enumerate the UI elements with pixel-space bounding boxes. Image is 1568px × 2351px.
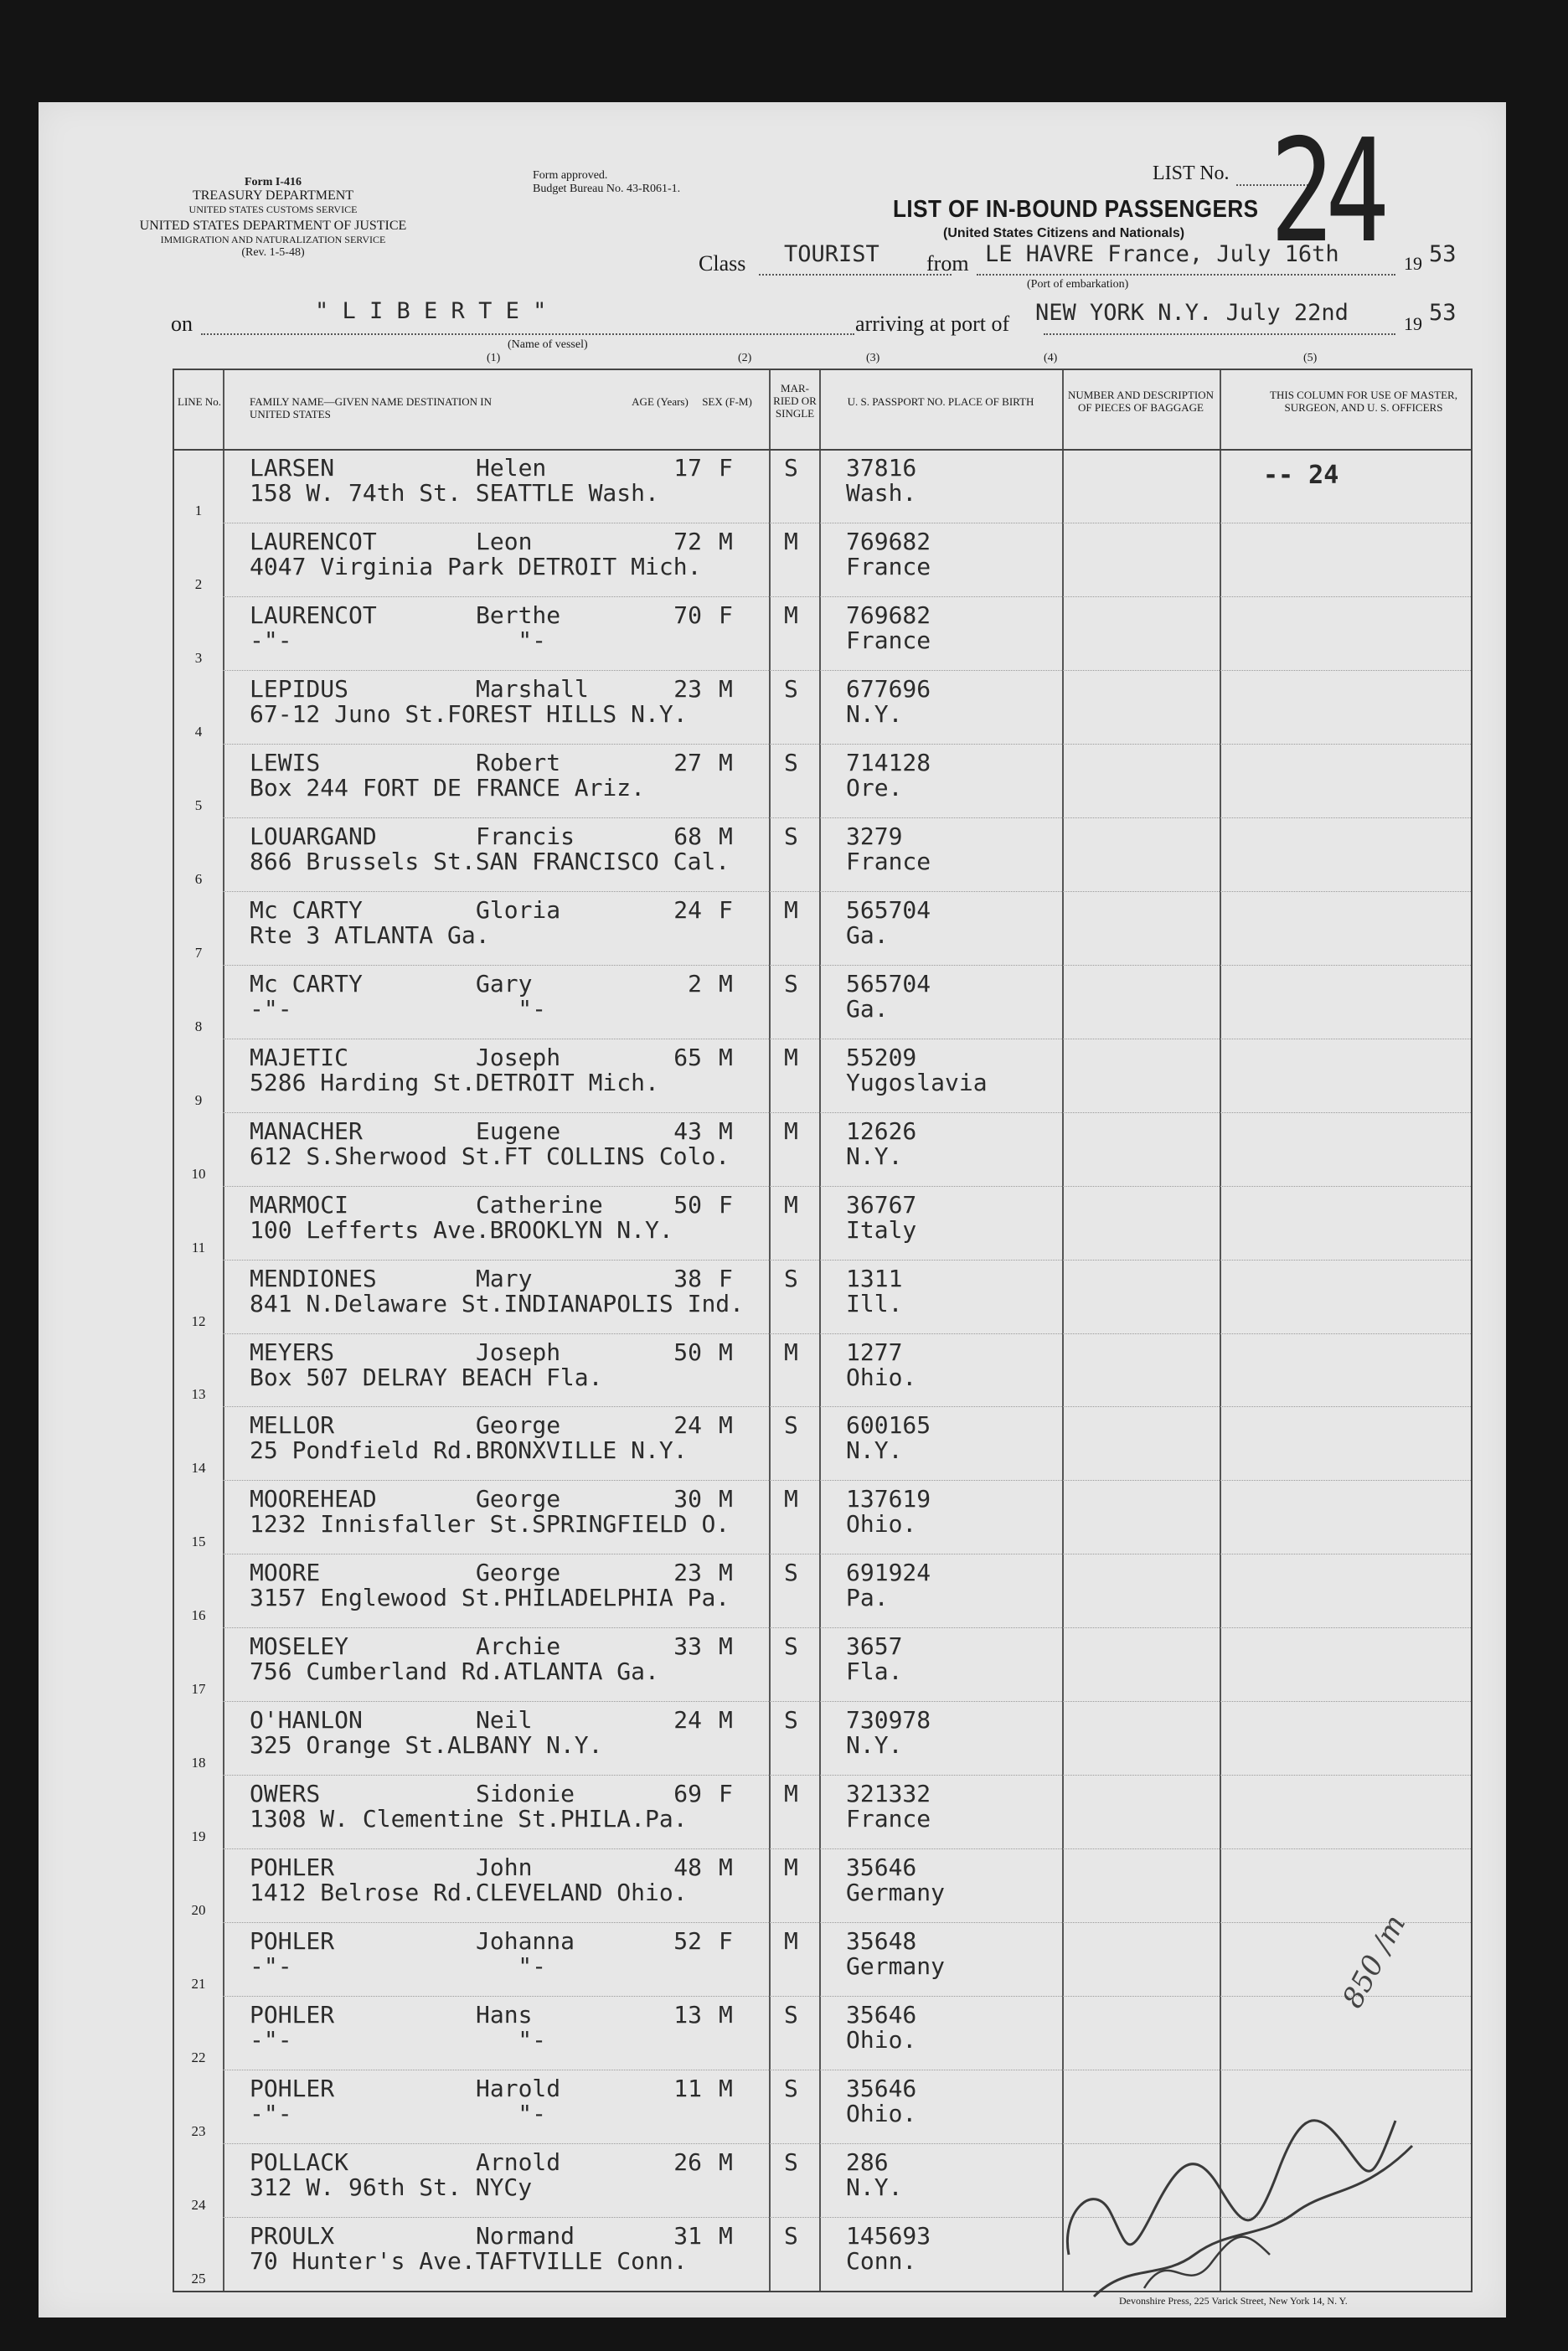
destination: 100 Lefferts Ave.BROOKLYN N.Y. — [250, 1215, 673, 1244]
destination: 841 N.Delaware St.INDIANAPOLIS Ind. — [250, 1289, 745, 1317]
place-of-birth: Germany — [846, 1879, 946, 1907]
row-separator — [223, 1922, 1471, 1923]
colnum-5: (5) — [1303, 352, 1318, 364]
place-of-birth: France — [846, 552, 931, 580]
family-name: POHLER — [250, 1927, 335, 1956]
age: 38 — [673, 1264, 702, 1292]
passport-number: 35646 — [846, 2075, 917, 2103]
place-of-birth: N.Y. — [846, 1436, 903, 1465]
place-of-birth: N.Y. — [846, 2173, 903, 2202]
place-of-birth: Wash. — [846, 479, 917, 507]
sex: M — [719, 1411, 733, 1440]
family-name: MENDIONES — [250, 1264, 377, 1292]
destination: -"- "- — [250, 2026, 547, 2055]
age: 48 — [673, 1853, 702, 1882]
line-number: 2 — [194, 575, 203, 592]
line-number: 4 — [194, 723, 203, 740]
class-value: TOURIST — [784, 241, 879, 267]
given-name: John — [476, 1853, 533, 1882]
line-number: 22 — [191, 2049, 206, 2066]
inspector-signature — [1044, 2045, 1446, 2313]
destination: 67-12 Juno St.FOREST HILLS N.Y. — [250, 699, 688, 728]
sex: F — [719, 1780, 733, 1808]
place-of-birth: France — [846, 847, 931, 875]
row-separator — [223, 1996, 1471, 1997]
colnum-4: (4) — [1044, 352, 1058, 364]
age: 2 — [688, 969, 702, 998]
line-number: 5 — [194, 797, 203, 813]
place-of-birth: Ohio. — [846, 2100, 917, 2128]
place-of-birth: Conn. — [846, 2247, 917, 2276]
line-number: 12 — [191, 1312, 206, 1329]
destination: 70 Hunter's Ave.TAFTVILLE Conn. — [250, 2247, 688, 2276]
sex: M — [719, 1116, 733, 1145]
passport-number: 35646 — [846, 2001, 917, 2029]
line-number: 23 — [191, 2123, 206, 2140]
colnum-1: (1) — [487, 352, 501, 364]
family-name: MOOREHEAD — [250, 1485, 377, 1513]
marital-status: S — [784, 2001, 798, 2029]
given-name: Harold — [476, 2075, 561, 2103]
age: 72 — [673, 527, 702, 555]
given-name: Eugene — [476, 1116, 561, 1145]
given-name: George — [476, 1559, 561, 1587]
sex: M — [719, 1853, 733, 1882]
age: 23 — [673, 674, 702, 703]
header-baggage: NUMBER AND DESCRIPTION OF PIECES OF BAGGAGE — [1067, 389, 1215, 414]
passport-number: 137619 — [846, 1485, 931, 1513]
family-name: MEYERS — [250, 1338, 335, 1366]
age: 70 — [673, 601, 702, 629]
sex: M — [719, 674, 733, 703]
destination: 25 Pondfield Rd.BRONXVILLE N.Y. — [250, 1436, 688, 1465]
passport-number: 3279 — [846, 822, 903, 850]
page-title: LIST OF IN-BOUND PASSENGERS — [893, 196, 1259, 223]
justice-block — [89, 219, 457, 260]
family-name: O'HANLON — [250, 1706, 363, 1735]
sex: M — [719, 1043, 733, 1071]
age: 26 — [673, 2148, 702, 2177]
given-name: Joseph — [476, 1338, 561, 1366]
place-of-birth: Ohio. — [846, 1510, 917, 1539]
place-of-birth: Ore. — [846, 773, 903, 802]
sex: M — [719, 527, 733, 555]
place-of-birth: Ga. — [846, 994, 889, 1023]
destination: 325 Orange St.ALBANY N.Y. — [250, 1731, 603, 1760]
marital-status: S — [784, 748, 798, 776]
given-name: Mary — [476, 1264, 533, 1292]
row-separator — [223, 744, 1471, 745]
sex: M — [719, 1559, 733, 1587]
header-officers: THIS COLUMN FOR USE OF MASTER, SURGEON, AND U. S. OFFICERS — [1270, 389, 1457, 414]
line-number: 25 — [191, 2271, 206, 2287]
family-name: POLLACK — [250, 2148, 349, 2177]
given-name: Hans — [476, 2001, 533, 2029]
age: 50 — [673, 1190, 702, 1219]
age: 33 — [673, 1632, 702, 1661]
colnum-3: (3) — [866, 352, 880, 364]
form-approved: Form approved. — [533, 169, 608, 182]
sex: M — [719, 822, 733, 850]
passport-number: 55209 — [846, 1043, 917, 1071]
destination: 866 Brussels St.SAN FRANCISCO Cal. — [250, 847, 730, 875]
line-number: 20 — [191, 1902, 206, 1919]
age: 65 — [673, 1043, 702, 1071]
destination: 5286 Harding St.DETROIT Mich. — [250, 1068, 659, 1096]
given-name: Archie — [476, 1632, 561, 1661]
line-number: 14 — [191, 1460, 206, 1477]
line-number: 9 — [194, 1091, 203, 1108]
age: 13 — [673, 2001, 702, 2029]
sex: M — [719, 2222, 733, 2250]
arrival-year-prefix: 19 — [1404, 313, 1422, 334]
revision-label: (Rev. 1-5-48) — [241, 246, 305, 259]
age: 23 — [673, 1559, 702, 1587]
destination: Rte 3 ATLANTA Ga. — [250, 920, 490, 949]
list-no-label: LIST No. — [1153, 162, 1230, 184]
passport-number: 1311 — [846, 1264, 903, 1292]
row-separator — [223, 596, 1471, 597]
passport-number: 565704 — [846, 895, 931, 924]
header-line-no: LINE No. — [178, 395, 221, 408]
age: 24 — [673, 895, 702, 924]
destination: 612 S.Sherwood St.FT COLLINS Colo. — [250, 1142, 730, 1170]
given-name: Gary — [476, 969, 533, 998]
age: 69 — [673, 1780, 702, 1808]
line-number: 3 — [194, 649, 203, 666]
family-name: OWERS — [250, 1780, 321, 1808]
age: 11 — [673, 2075, 702, 2103]
family-name: MOSELEY — [250, 1632, 349, 1661]
passport-number: 691924 — [846, 1559, 931, 1587]
destination: 4047 Virginia Park DETROIT Mich. — [250, 552, 702, 580]
marital-status: M — [784, 1927, 798, 1956]
row-separator — [223, 1260, 1471, 1261]
destination: 756 Cumberland Rd.ATLANTA Ga. — [250, 1658, 659, 1686]
form-number: Form I-416 — [244, 176, 302, 188]
age: 31 — [673, 2222, 702, 2250]
given-name: Berthe — [476, 601, 561, 629]
age: 27 — [673, 748, 702, 776]
age: 24 — [673, 1706, 702, 1735]
marital-status: S — [784, 2222, 798, 2250]
destination: Box 244 FORT DE FRANCE Ariz. — [250, 773, 646, 802]
line-number: 24 — [191, 2197, 206, 2214]
sex: F — [719, 1190, 733, 1219]
family-name: PROULX — [250, 2222, 335, 2250]
from-label: from — [926, 251, 969, 276]
family-name: POHLER — [250, 2075, 335, 2103]
passport-number: 36767 — [846, 1190, 917, 1219]
place-of-birth: Fla. — [846, 1658, 903, 1686]
header-married-single: MAR-RIED OR SINGLE — [773, 382, 817, 420]
row-separator — [223, 1627, 1471, 1628]
sex: M — [719, 1338, 733, 1366]
marital-status: M — [784, 1338, 798, 1366]
place-of-birth: Yugoslavia — [846, 1068, 988, 1096]
marital-status: M — [784, 895, 798, 924]
family-name: Mc CARTY — [250, 969, 363, 998]
line-number: 15 — [191, 1534, 206, 1550]
passport-number: 565704 — [846, 969, 931, 998]
sex: M — [719, 1485, 733, 1513]
marital-status: M — [784, 527, 798, 555]
given-name: Normand — [476, 2222, 575, 2250]
treasury-label: TREASURY DEPARTMENT — [192, 188, 354, 203]
row-separator — [223, 1186, 1471, 1187]
sex: M — [719, 748, 733, 776]
place-of-birth: Germany — [846, 1952, 946, 1981]
given-name: Arnold — [476, 2148, 561, 2177]
year-value: 53 — [1429, 241, 1457, 267]
marital-status: S — [784, 1632, 798, 1661]
arriving-label: arriving at port of — [855, 312, 1010, 336]
on-label: on — [171, 312, 193, 336]
place-of-birth: France — [846, 1805, 931, 1833]
age: 68 — [673, 822, 702, 850]
arrival-year-value: 53 — [1429, 300, 1457, 326]
page-subtitle: (United States Citizens and Nationals) — [943, 226, 1185, 240]
line-number: 19 — [191, 1828, 206, 1845]
sex: F — [719, 454, 733, 482]
sex: M — [719, 2075, 733, 2103]
given-name: Joseph — [476, 1043, 561, 1071]
sex: M — [719, 1706, 733, 1735]
line-number: 13 — [191, 1386, 206, 1403]
row-separator — [223, 1775, 1471, 1776]
family-name: LAURENCOT — [250, 527, 377, 555]
row-separator — [223, 965, 1471, 966]
vessel-name-label: (Name of vessel) — [508, 338, 588, 351]
sex: F — [719, 1264, 733, 1292]
place-of-birth: Ill. — [846, 1289, 903, 1317]
marital-status: S — [784, 2075, 798, 2103]
age: 17 — [673, 454, 702, 482]
family-name: MANACHER — [250, 1116, 363, 1145]
justice-label: UNITED STATES DEPARTMENT OF JUSTICE — [139, 219, 407, 233]
family-name: MARMOCI — [250, 1190, 349, 1219]
destination: Box 507 DELRAY BEACH Fla. — [250, 1363, 603, 1391]
family-name: LAURENCOT — [250, 601, 377, 629]
passport-number: 286 — [846, 2148, 889, 2177]
marital-status: M — [784, 1190, 798, 1219]
sex: M — [719, 2001, 733, 2029]
marital-status: S — [784, 1706, 798, 1735]
marital-status: S — [784, 1264, 798, 1292]
handwritten-margin-note: 850 /m — [1336, 1909, 1413, 2014]
destination: 1308 W. Clementine St.PHILA.Pa. — [250, 1805, 688, 1833]
marital-status: S — [784, 1411, 798, 1440]
passport-number: 600165 — [846, 1411, 931, 1440]
passenger-table — [173, 369, 1473, 2292]
line-number: 21 — [191, 1976, 206, 1993]
line-number: 17 — [191, 1681, 206, 1698]
marital-status: S — [784, 2148, 798, 2177]
printer-footer: Devonshire Press, 225 Varick Street, New York 14, N. Y. — [1119, 2295, 1348, 2307]
ins-label: IMMIGRATION AND NATURALIZATION SERVICE — [160, 234, 386, 245]
row-separator — [223, 1701, 1471, 1702]
destination: -"- "- — [250, 1952, 547, 1981]
age: 30 — [673, 1485, 702, 1513]
row-separator — [223, 817, 1471, 818]
family-name: MELLOR — [250, 1411, 335, 1440]
passport-number: 12626 — [846, 1116, 917, 1145]
given-name: Robert — [476, 748, 561, 776]
sex: M — [719, 1632, 733, 1661]
given-name: Johanna — [476, 1927, 575, 1956]
row-separator — [223, 1112, 1471, 1113]
row-separator — [223, 1333, 1471, 1334]
passport-number: 1277 — [846, 1338, 903, 1366]
destination: 312 W. 96th St. NYCy — [250, 2173, 533, 2202]
given-name: Sidonie — [476, 1780, 575, 1808]
marital-status: S — [784, 674, 798, 703]
handwritten-list-number: 24 — [1270, 109, 1381, 275]
given-name: Marshall — [476, 674, 589, 703]
destination: 1232 Innisfaller St.SPRINGFIELD O. — [250, 1510, 730, 1539]
destination: 1412 Belrose Rd.CLEVELAND Ohio. — [250, 1879, 688, 1907]
age: 24 — [673, 1411, 702, 1440]
row-separator — [223, 891, 1471, 892]
line-number: 8 — [194, 1018, 203, 1034]
marital-status: M — [784, 601, 798, 629]
age: 43 — [673, 1116, 702, 1145]
passport-number: 769682 — [846, 527, 931, 555]
given-name: Neil — [476, 1706, 533, 1735]
place-of-birth: N.Y. — [846, 1731, 903, 1760]
given-name: Leon — [476, 527, 533, 555]
place-of-birth: Ga. — [846, 920, 889, 949]
marital-status: M — [784, 1485, 798, 1513]
officer-note: -- 24 — [1263, 461, 1339, 490]
row-separator — [223, 670, 1471, 671]
vessel-name: " L I B E R T E " — [315, 298, 547, 324]
budget-bureau: Budget Bureau No. 43-R061-1. — [533, 183, 681, 195]
place-of-birth: Ohio. — [846, 1363, 917, 1391]
passport-number: 35648 — [846, 1927, 917, 1956]
row-separator — [223, 1480, 1471, 1481]
given-name: George — [476, 1485, 561, 1513]
family-name: LEPIDUS — [250, 674, 349, 703]
sex: F — [719, 1927, 733, 1956]
header-age: AGE (Years) — [632, 395, 689, 408]
embarkation-value: LE HAVRE France, July 16th — [985, 241, 1339, 267]
line-number: 16 — [191, 1607, 206, 1624]
class-label: Class — [699, 251, 746, 276]
port-embarkation-label: (Port of embarkation) — [1027, 278, 1129, 291]
line-number: 6 — [194, 870, 203, 887]
passport-number: 769682 — [846, 601, 931, 629]
line-number: 11 — [191, 1239, 206, 1255]
manifest-sheet — [39, 102, 1506, 2317]
line-number: 7 — [194, 944, 203, 961]
marital-status: S — [784, 822, 798, 850]
header-name-destination: FAMILY NAME—GIVEN NAME DESTINATION IN UNITED STATES — [250, 395, 493, 420]
place-of-birth: Pa. — [846, 1584, 889, 1612]
passport-number: 3657 — [846, 1632, 903, 1661]
line-number: 1 — [194, 502, 203, 518]
sex: M — [719, 969, 733, 998]
place-of-birth: Italy — [846, 1215, 917, 1244]
family-name: LARSEN — [250, 454, 335, 482]
marital-status: S — [784, 1559, 798, 1587]
given-name: Gloria — [476, 895, 561, 924]
family-name: Mc CARTY — [250, 895, 363, 924]
place-of-birth: N.Y. — [846, 699, 903, 728]
marital-status: M — [784, 1853, 798, 1882]
sex: F — [719, 895, 733, 924]
place-of-birth: France — [846, 626, 931, 654]
marital-status: S — [784, 969, 798, 998]
colnum-2: (2) — [738, 352, 752, 364]
place-of-birth: Ohio. — [846, 2026, 917, 2055]
given-name: Francis — [476, 822, 575, 850]
header-passport-birth: U. S. PASSPORT NO. PLACE OF BIRTH — [847, 395, 1034, 408]
family-name: MAJETIC — [250, 1043, 349, 1071]
line-number: 10 — [191, 1165, 206, 1182]
marital-status: M — [784, 1043, 798, 1071]
customs-label: UNITED STATES CUSTOMS SERVICE — [188, 204, 358, 215]
sex: F — [719, 601, 733, 629]
line-number: 18 — [191, 1755, 206, 1771]
passport-number: 35646 — [846, 1853, 917, 1882]
age: 52 — [673, 1927, 702, 1956]
place-of-birth: N.Y. — [846, 1142, 903, 1170]
sex: M — [719, 2148, 733, 2177]
given-name: George — [476, 1411, 561, 1440]
family-name: MOORE — [250, 1559, 321, 1587]
destination: -"- "- — [250, 626, 547, 654]
passport-number: 714128 — [846, 748, 931, 776]
passport-number: 145693 — [846, 2222, 931, 2250]
family-name: LEWIS — [250, 748, 321, 776]
approval-block — [533, 169, 767, 196]
marital-status: M — [784, 1780, 798, 1808]
form-agency-block — [122, 176, 424, 216]
passport-number: 730978 — [846, 1706, 931, 1735]
family-name: POHLER — [250, 2001, 335, 2029]
header-sex: SEX (F-M) — [702, 395, 752, 408]
destination: 3157 Englewood St.PHILADELPHIA Pa. — [250, 1584, 730, 1612]
family-name: LOUARGAND — [250, 822, 377, 850]
destination: -"- "- — [250, 994, 547, 1023]
passport-number: 321332 — [846, 1780, 931, 1808]
passport-number: 37816 — [846, 454, 917, 482]
marital-status: S — [784, 454, 798, 482]
year-prefix: 19 — [1404, 253, 1422, 274]
given-name: Catherine — [476, 1190, 603, 1219]
arrival-port-value: NEW YORK N.Y. July 22nd — [1035, 300, 1349, 326]
destination: 158 W. 74th St. SEATTLE Wash. — [250, 479, 659, 507]
row-separator — [223, 1848, 1471, 1849]
marital-status: M — [784, 1116, 798, 1145]
row-separator — [223, 1406, 1471, 1407]
family-name: POHLER — [250, 1853, 335, 1882]
passport-number: 677696 — [846, 674, 931, 703]
destination: -"- "- — [250, 2100, 547, 2128]
given-name: Helen — [476, 454, 547, 482]
age: 50 — [673, 1338, 702, 1366]
